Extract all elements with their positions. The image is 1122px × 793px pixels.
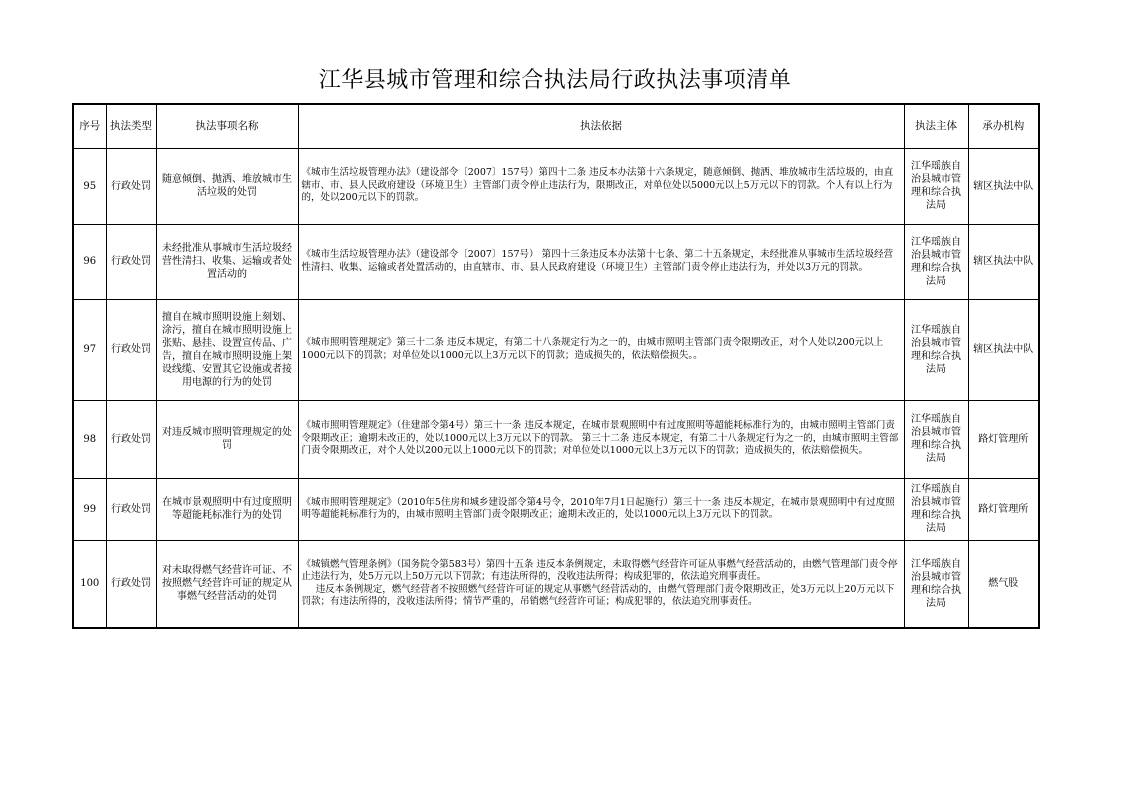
item-name: 对未取得燃气经营许可证、不按照燃气经营许可证的规定从事燃气经营活动的处罚	[156, 540, 298, 628]
header-type: 执法类型	[106, 104, 156, 148]
table-row	[73, 478, 1039, 540]
table-row	[73, 540, 1039, 628]
header-basis: 执法依据	[298, 104, 904, 148]
legal-basis-paragraph: 《城镇燃气管理条例》（国务院令第583号）第四十五条 违反本条例规定，未取得燃气经营许可证从事燃气经营活动的，由燃气管理部门责令停止违法行为，处5万元以上50万元以下罚款；有违法所得的，没收违法所得；构成犯罪的，依法追究刑事责任。	[301, 558, 898, 583]
row-number: 100	[73, 540, 106, 628]
legal-basis-paragraph: 违反本条例规定，燃气经营者不按照燃气经营许可证的规定从事燃气经营活动的，由燃气管理部门责令限期改正，处3万元以上20万元以下罚款；有违法所得的，没收违法所得；情节严重的，吊销燃气经营许可证；构成犯罪的，依法追究刑事责任。	[301, 583, 895, 608]
row-number: 97	[73, 299, 106, 400]
header-no: 序号	[73, 104, 106, 148]
legal-basis	[298, 148, 904, 224]
header-subject: 执法主体	[904, 104, 968, 148]
row-number: 99	[73, 478, 106, 540]
enforcement-subject: 江华瑶族自治县城市管理和综合执法局	[904, 478, 968, 540]
row-number: 98	[73, 400, 106, 478]
table-row	[73, 224, 1039, 299]
enforcement-subject: 江华瑶族自治县城市管理和综合执法局	[904, 299, 968, 400]
enforcement-type: 行政处罚	[106, 299, 156, 400]
item-name: 随意倾倒、抛洒、堆放城市生活垃圾的处罚	[156, 148, 298, 224]
handling-agency: 辖区执法中队	[968, 299, 1039, 400]
page-title: 江华县城市管理和综合执法局行政执法事项清单	[318, 68, 792, 93]
legal-basis-paragraph: 《城市照明管理规定》第三十二条 违反本规定，有第二十八条规定行为之一的，由城市照明主管部门责令限期改正，对个人处以200元以上1000元以下的罚款；对单位处以1000元以上3万元以下的罚款；造成损失的，依法赔偿损失。。	[301, 337, 884, 361]
enforcement-subject: 江华瑶族自治县城市管理和综合执法局	[904, 148, 968, 224]
row-number: 95	[73, 148, 106, 224]
handling-agency: 辖区执法中队	[968, 224, 1039, 299]
table-row	[73, 400, 1039, 478]
enforcement-table	[72, 103, 1040, 629]
handling-agency: 燃气股	[968, 540, 1039, 628]
enforcement-type: 行政处罚	[106, 148, 156, 224]
enforcement-subject: 江华瑶族自治县城市管理和综合执法局	[904, 400, 968, 478]
handling-agency: 路灯管理所	[968, 400, 1039, 478]
legal-basis	[298, 400, 904, 478]
item-name: 擅自在城市照明设施上刻划、涂污，擅自在城市照明设施上张贴、悬挂、设置宣传品、广告，擅自在城市照明设施上架设线缆、安置其它设施或者接用电源的行为的处罚	[156, 299, 298, 400]
enforcement-subject: 江华瑶族自治县城市管理和综合执法局	[904, 540, 968, 628]
table-row	[73, 299, 1039, 400]
enforcement-type: 行政处罚	[106, 540, 156, 628]
row-number: 96	[73, 224, 106, 299]
legal-basis	[298, 299, 904, 400]
legal-basis-paragraph: 《城市生活垃圾管理办法》（建设部令〔2007〕157号） 第四十三条违反本办法第十七条、第二十五条规定，未经批准从事城市生活垃圾经营性清扫、收集、运输或者处置活动的，由直辖市、市、县人民政府建设（环境卫生）主管部门责令停止违法行为，并处以3万元的罚款。	[301, 249, 894, 273]
enforcement-type: 行政处罚	[106, 478, 156, 540]
header-name: 执法事项名称	[156, 104, 298, 148]
enforcement-type: 行政处罚	[106, 224, 156, 299]
legal-basis-paragraph: 《城市照明管理规定》（2010年5住房和城乡建设部令第4号令，2010年7月1日起施行）第三十一条 违反本规定，在城市景观照明中有过度照明等超能耗标准行为的，由城市照明主管部门责令限期改正；逾期未改正的，处以1000元以上3万元以下的罚款。	[301, 496, 895, 520]
handling-agency: 辖区执法中队	[968, 148, 1039, 224]
legal-basis	[298, 540, 904, 628]
legal-basis	[298, 478, 904, 540]
table-row	[73, 148, 1039, 224]
legal-basis	[298, 224, 904, 299]
item-name: 对违反城市照明管理规定的处罚	[156, 400, 298, 478]
enforcement-subject: 江华瑶族自治县城市管理和综合执法局	[904, 224, 968, 299]
header-row	[73, 104, 1039, 148]
enforcement-type: 行政处罚	[106, 400, 156, 478]
legal-basis-paragraph: 《城市照明管理规定》（住建部令第4号）第三十一条 违反本规定，在城市景观照明中有过度照明等超能耗标准行为的，由城市照明主管部门责令限期改正；逾期未改正的，处以1000元以上3万元以下的罚款。 第三十二条 违反本规定，有第二十八条规定行为之一的，由城市照明主管部门责令限期改正，对个人处以200元以上1000元以下的罚款；对单位处以1000元以上3万元以下的罚款；造成损失的，依法赔偿损失。	[301, 420, 899, 457]
item-name: 在城市景观照明中有过度照明等超能耗标准行为的处罚	[156, 478, 298, 540]
legal-basis-paragraph: 《城市生活垃圾管理办法》（建设部令〔2007〕157号）第四十二条 违反本办法第十六条规定，随意倾倒、抛洒、堆放城市生活垃圾的，由直辖市、市、县人民政府建设（环境卫生）主管部门责令停止违法行为，限期改正，对单位处以5000元以上5万元以下的罚款。个人有以上行为的，处以200元以下的罚款。	[301, 167, 894, 204]
handling-agency: 路灯管理所	[968, 478, 1039, 540]
header-agency: 承办机构	[968, 104, 1039, 148]
item-name: 未经批准从事城市生活垃圾经营性清扫、收集、运输或者处置活动的	[156, 224, 298, 299]
